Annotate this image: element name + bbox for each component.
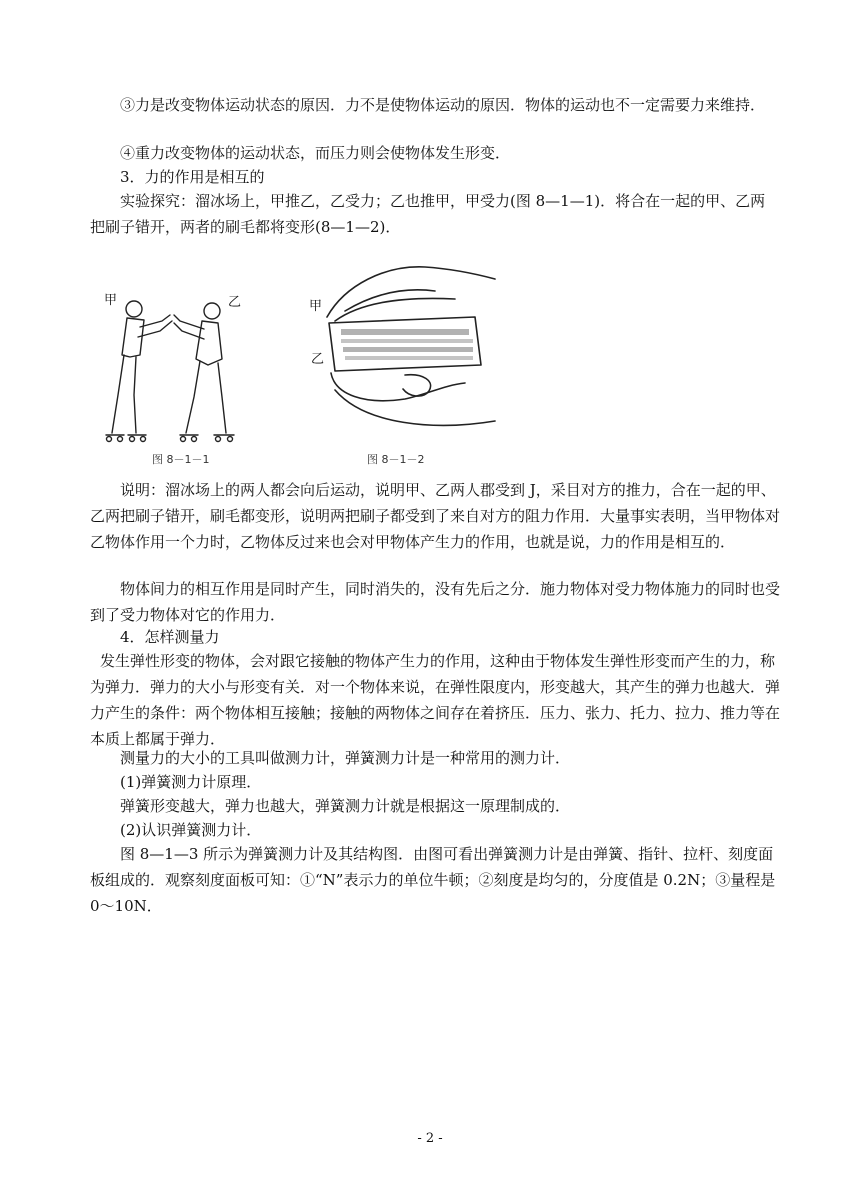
skaters-illustration [100,285,250,445]
brushes-illustration [305,255,500,445]
paragraph-experiment: 实验探究：溜冰场上，甲推乙，乙受力；乙也推甲，甲受力(图 8—1—1)．将合在一起的甲、乙两把刷子错开，两者的刷毛都将变形(8—1—2)． [90,192,766,236]
paragraph-dynamometer: 测量力的大小的工具叫做测力计，弹簧测力计是一种常用的测力计． [120,749,571,767]
paragraph-gravity-pressure: ④重力改变物体的运动状态，而压力则会使物体发生形变． [120,144,511,162]
paragraph-explanation: 说明：溜冰场上的两人都会向后运动，说明甲、乙两人郡受到 J，采目对方的推力，合在一起的甲、乙两把刷子错开，刷毛都变形，说明两把刷子都受到了来自对方的阻力作用．大量事实表明，当甲物体对乙物体作用一个力时，乙物体反过来也会对甲物体产生力的作用，也就是说，力的作用是相互的． [90,481,781,551]
figure-skaters [100,285,250,445]
paragraph-simultaneous: 物体间力的相互作用是同时产生，同时消失的，没有先后之分．施力物体对受力物体施力的同时也受到了受力物体对它的作用力． [90,580,781,624]
page-number: - 2 - [417,1131,443,1146]
paragraph-recognize-heading: (2)认识弹簧测力计． [120,821,262,839]
figure-caption-2: 图 8－1－2 [367,453,425,466]
figure-label-jia: 甲 [104,293,118,308]
paragraph-force-motion: ③力是改变物体运动状态的原因．力不是使物体运动的原因．物体的运动也不一定需要力来维持． [120,96,766,114]
figure-label-yi: 乙 [311,352,325,367]
paragraph-elastic-force: 发生弹性形变的物体，会对跟它接触的物体产生力的作用，这种由于物体发生弹性形变而产生的力，称为弹力．弹力的大小与形变有关．对一个物体来说，在弹性限度内，形变越大，其产生的弹力也越大．弹力产生的条件：两个物体相互接触；接触的两物体之间存在着挤压．压力、张力、托力、拉力、推力等在本质上都属于弹力． [90,652,781,748]
section-heading-4: 4．怎样测量力 [120,628,220,646]
paragraph-structure: 图 8—1—3 所示为弹簧测力计及其结构图．由图可看出弹簧测力计是由弹簧、指针、拉杆、刻度面板组成的．观察刻度面板可知：①“N”表示力的单位牛顿；②刻度是均匀的，分度值是 0.2N；③量程是 0～10N． [90,845,776,915]
section-heading-3: 3．力的作用是相互的 [120,168,265,186]
paragraph-principle-heading: (1)弹簧测力计原理． [120,773,262,791]
figure-label-yi: 乙 [228,295,242,310]
figure-label-jia: 甲 [309,299,323,314]
paragraph-principle: 弹簧形变越大，弹力也越大，弹簧测力计就是根据这一原理制成的． [120,797,571,815]
figure-caption-1: 图 8－1－1 [152,453,210,466]
figure-brushes [305,255,500,445]
